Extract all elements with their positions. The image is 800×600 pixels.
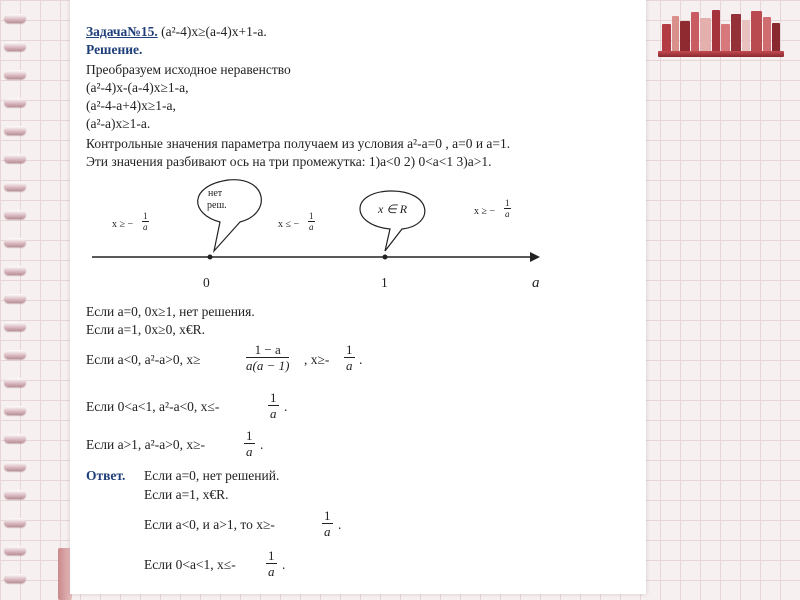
case-a-between-fraction: $\frac{1}{a}$ (270, 390, 277, 421)
case-a-greater-1-fraction: $\frac{1}{a}$ (246, 428, 253, 459)
label-left-region: x ≥ − (112, 219, 134, 230)
label-middle-region: x ≤ − (278, 219, 300, 230)
step-2: (a²-4)x-(a-4)x≥1-a, (86, 80, 189, 95)
case-a-equals-1: Если a=1, 0x≥0, x€R. (86, 322, 205, 337)
answer-label: Ответ. (86, 468, 126, 483)
bubble-all-x-text: x ∈ R (378, 202, 408, 216)
label-right-region: x ≥ − (474, 206, 496, 217)
case-a-greater-1-dot: . (260, 437, 264, 452)
middle-region-fraction: $\frac{1}{a}$ (309, 211, 314, 232)
point-0 (208, 255, 213, 260)
step-5: Контрольные значения параметра получаем из условия a²-a=0 , a=0 и a=1. (86, 136, 511, 151)
right-region-fraction: $\frac{1}{a}$ (505, 198, 510, 219)
case-a-between-0-1: Если 0<a<1, a²-a<0, x≤- (86, 399, 220, 414)
tick-label-0: 0 (203, 275, 210, 290)
answer-line-4-fraction: $\frac{1}{a}$ (268, 548, 275, 579)
solution-label: Решение. (86, 42, 143, 57)
axis-label-a: a (532, 275, 540, 291)
case-a-between-dot: . (284, 399, 288, 414)
answer-line-1: Если a=0, нет решений. (144, 468, 280, 483)
bubble-no-solution-text-2: реш. (207, 200, 227, 211)
task-inequality: (a²-4)x≥(a-4)x+1-a. (161, 24, 267, 39)
step-3: (a²-4-a+4)x≥1-a, (86, 98, 176, 113)
case-a-negative-dot: . (359, 352, 363, 367)
step-6: Эти значения разбивают ось на три промежутка: 1)a<0 2) 0<a<1 3)a>1. (86, 154, 492, 169)
task-title: Задача№15. (86, 24, 158, 39)
answer-line-2: Если a=1, x€R. (144, 487, 229, 502)
step-4: (a²-a)x≥1-a. (86, 116, 151, 131)
answer-line-3-dot: . (338, 517, 342, 532)
bubble-all-x (360, 191, 425, 251)
answer-line-4-dot: . (282, 557, 286, 572)
answer-line-3: Если a<0, и a>1, то x≥- (144, 517, 275, 532)
case-a-negative: Если a<0, a²-a>0, x≥ (86, 352, 201, 367)
case-a-negative-mid: , x≥- (304, 352, 330, 367)
case-a-equals-0: Если a=0, 0x≥1, нет решения. (86, 304, 255, 319)
step-1: Преобразуем исходное неравенство (86, 62, 291, 77)
case-a-negative-fraction: $\frac{1 - a}{a(a - 1)}$ (246, 342, 290, 373)
tick-label-1: 1 (381, 275, 388, 290)
case-a-greater-1: Если a>1, a²-a>0, x≥- (86, 437, 205, 452)
point-1 (383, 255, 388, 260)
axis-arrow (530, 252, 540, 262)
left-region-fraction: $\frac{1}{a}$ (143, 211, 148, 232)
answer-line-4: Если 0<a<1, x≤- (144, 557, 236, 572)
case-a-negative-fraction-2: $\frac{1}{a}$ (346, 342, 353, 373)
answer-line-3-fraction: $\frac{1}{a}$ (324, 508, 331, 539)
bubble-no-solution-text-1: нет (208, 188, 223, 199)
